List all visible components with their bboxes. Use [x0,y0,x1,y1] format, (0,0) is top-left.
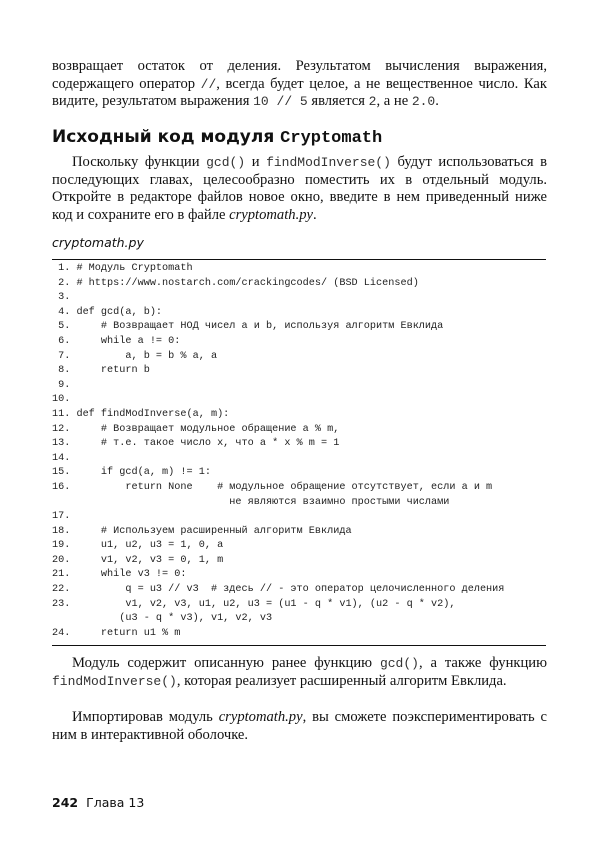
code-line: 12. # Возвращает модульное обращение a % m, [52,423,340,435]
chapter-label: Глава 13 [86,795,145,810]
paragraph [52,709,547,744]
filename: cryptomath.py [218,709,303,725]
page-footer [52,795,144,810]
listing-caption: cryptomath.py [52,235,144,250]
text: , всегда будет целое, а не вещественное число. Как видите, результатом выражения [52,75,547,109]
text: . [313,206,317,223]
code-line: 19. u1, u2, u3 = 1, 0, a [52,540,224,552]
code-line: 13. # т.е. такое число x, что a * x % m = 1 [52,438,340,450]
code-line: 1. # Модуль Cryptomath [52,263,193,274]
code-line: 2. # https://www.nostarch.com/crackingcodes/ (BSD Licensed) [52,277,419,289]
code-line: 4. def gcd(a, b): [52,306,163,318]
filename: cryptomath.py [229,206,314,223]
text: является [307,93,369,109]
text: , которая реализует расширенный алгоритм Евклида. [176,672,507,689]
text: Поскольку функции [72,154,207,170]
text: будут использоваться в последующих главах, целесообразно поместить их в отдельный модуль. Откройте в редакторе файлов новое окно, введите в нем приведенный ниже код и сохраните его в файле [52,154,547,223]
inline-code: // [200,76,217,92]
inline-code: gcd() [379,656,419,671]
paragraph [52,655,547,690]
code-line: 15. if gcd(a, m) != 1: [52,467,211,479]
text: , вы сможете поэкспериментировать с ним в интерактивной оболочке. [52,709,547,743]
text: . [435,93,439,109]
divider [52,645,546,646]
code-line: 22. q = u3 // v3 # здесь // - это оператор целочисленного деления [52,584,505,596]
code-line: 10. [52,394,71,406]
section-heading [52,127,382,148]
code-line: 20. v1, v2, v3 = 0, 1, m [52,554,224,566]
inline-code: 2.0 [411,94,436,109]
code-line: 21. while v3 != 0: [52,569,187,581]
code-line: 5. # Возвращает НОД чисел a и b, используя алгоритм Евклида [52,321,444,333]
inline-code: findModInverse() [52,673,177,689]
text: Импортировав модуль [72,709,219,725]
text: Модуль содержит описанную ранее функцию [72,655,380,671]
paragraph [52,154,547,224]
code-line: 6. while a != 0: [52,335,181,347]
heading-code: Cryptomath [280,129,383,148]
text: и [245,154,267,170]
code-line: (u3 - q * v3), v1, v2, v3 [52,613,273,625]
code-line: 7. a, b = b % a, a [52,350,218,362]
code-line: 18. # Используем расширенный алгоритм Евклида [52,525,352,537]
code-line: 23. v1, v2, v3, u1, u2, u3 = (u1 - q * v1), (u2 - q * v2), [52,598,456,610]
code-line: 8. return b [52,365,150,377]
code-line: 14. [52,452,71,464]
code-line: 16. return None # модульное обращение отсутствует, если a и m [52,481,493,493]
code-line: не являются взаимно простыми числами [52,496,450,508]
divider [52,259,546,260]
page-number: 242 [52,795,79,810]
code-listing [52,262,546,641]
inline-code: gcd() [206,155,246,170]
code-line: 3. [52,292,71,304]
code-line: 9. [52,379,71,391]
text: , а также функцию [418,655,548,671]
code-line: 17. [52,511,71,523]
intro-paragraph [52,58,547,111]
inline-code: 2 [368,94,377,109]
text: возвращает остаток от деления. Результатом вычисления выражения, содержащего оператор [52,58,547,92]
text: , а не [376,93,412,109]
inline-code: findModInverse() [266,155,391,170]
code-line: 24. return u1 % m [52,627,181,639]
heading-text: Исходный код модуля [52,127,281,147]
code-line: 11. def findModInverse(a, m): [52,408,230,420]
inline-code: 10 // 5 [253,94,308,109]
